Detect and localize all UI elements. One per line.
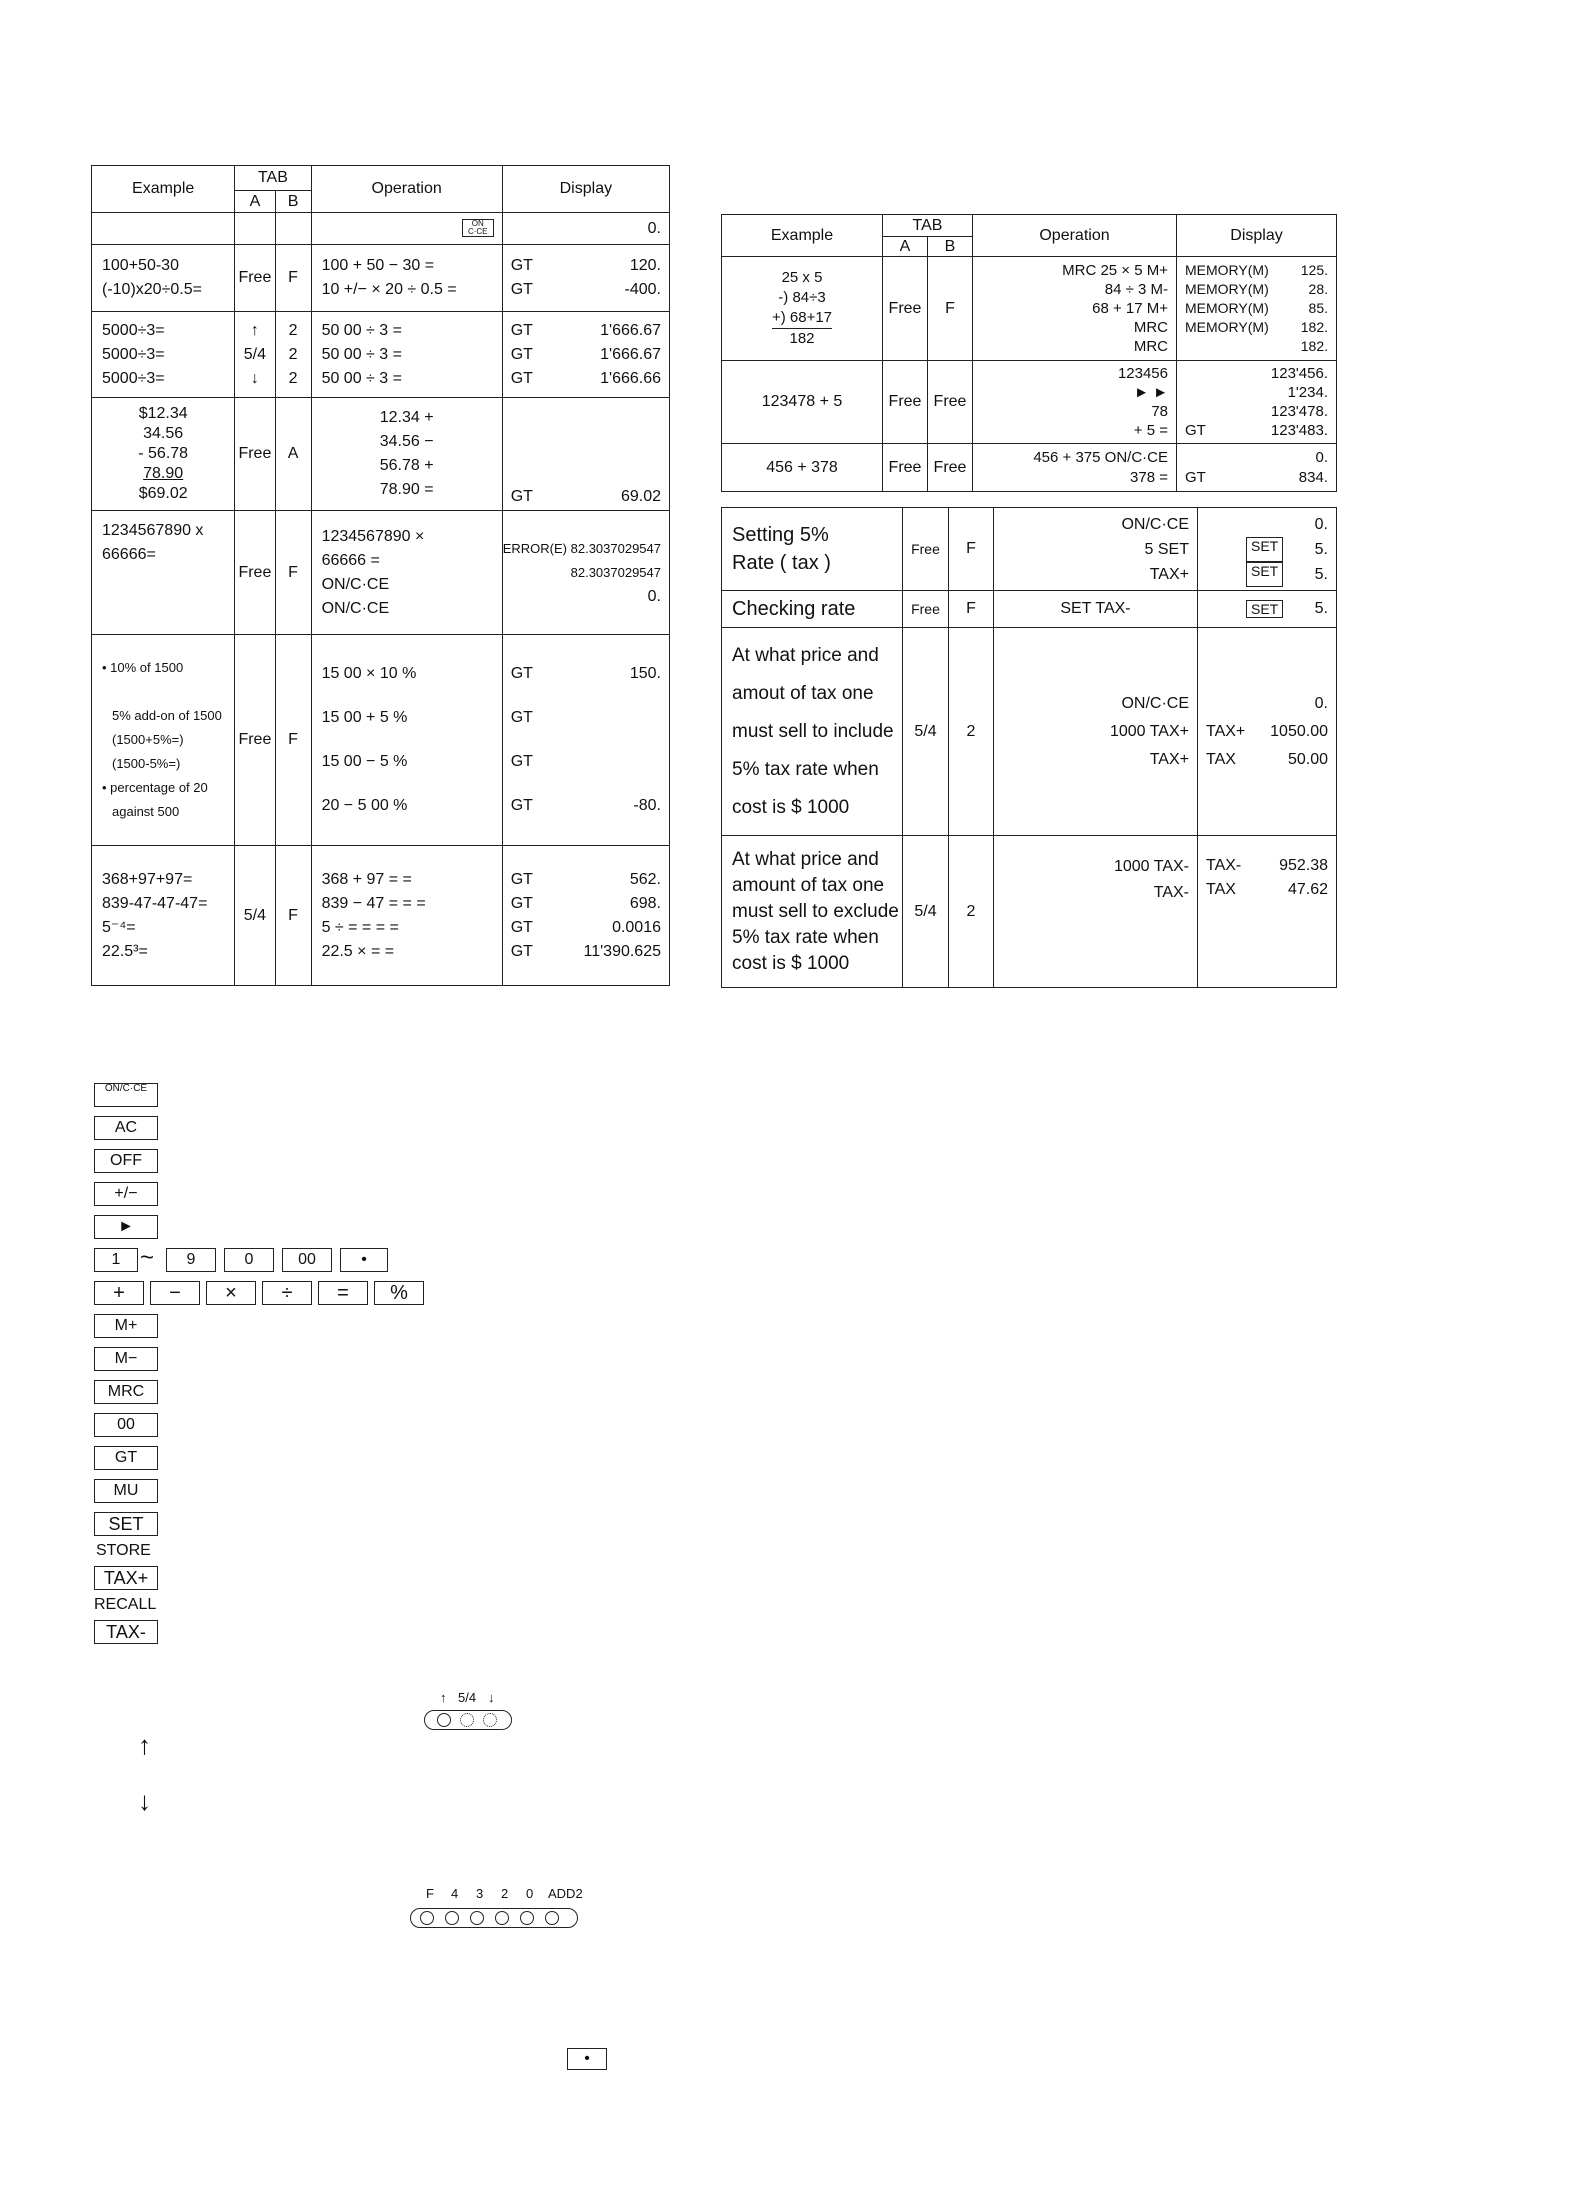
tab-a-cell: Free — [903, 508, 949, 591]
example-cell: At what price and amout of tax one must sell to include 5% tax rate when cost is $ 1000 — [722, 628, 903, 836]
decimal-3-label: 3 — [476, 1886, 484, 1901]
tab-a-cell: Free — [903, 591, 949, 628]
example-cell: 100+50-30 (-10)x20÷0.5= — [92, 245, 235, 312]
example-cell: 5000÷3= 5000÷3= 5000÷3= — [92, 312, 235, 398]
display-cell: ERROR(E) 82.3037029547 82.3037029547 0. — [502, 511, 669, 635]
operation-cell: 456 + 375 ON/C·CE 378 = — [973, 444, 1177, 492]
operation-cell: 1234567890 × 66666 = ON/C·CE ON/C·CE — [311, 511, 502, 635]
round-up-label: ↑ — [440, 1690, 447, 1705]
divide-key[interactable]: ÷ — [262, 1281, 312, 1305]
plus-minus-key[interactable]: +/− — [94, 1182, 158, 1206]
m-plus-key[interactable]: M+ — [94, 1314, 158, 1338]
example-cell: Checking rate — [722, 591, 903, 628]
display-cell: 0. GT 834. — [1177, 444, 1337, 492]
operation-cell: 123456 ► ► 78 + 5 = — [973, 361, 1177, 444]
tab-a-cell: 5/4 — [903, 836, 949, 988]
mrc-key[interactable]: MRC — [94, 1380, 158, 1404]
digit-0-key[interactable]: 0 — [224, 1248, 274, 1272]
display-cell: GT 562. GT 698. GT 0.0016 GT 11'390.625 — [502, 846, 669, 986]
range-tilde: ~ — [140, 1244, 155, 1271]
switch-position-icon — [483, 1713, 497, 1727]
tab-b-cell: F — [275, 846, 311, 986]
display-cell: TAX- 952.38 TAX 47.62 — [1198, 836, 1337, 988]
decimal-0-label: 0 — [526, 1886, 534, 1901]
round-down-arrow-icon: ↓ — [138, 1786, 151, 1816]
switch-position-icon — [520, 1911, 534, 1925]
tab-b-cell: Free — [928, 444, 973, 492]
digit-9-key[interactable]: 9 — [166, 1248, 216, 1272]
operation-cell: MRC 25 × 5 M+ 84 ÷ 3 M- 68 + 17 M+ MRC MRC — [973, 257, 1177, 361]
equals-key[interactable]: = — [318, 1281, 368, 1305]
tab-b-cell: F — [949, 508, 994, 591]
tax-table — [721, 507, 1337, 988]
decimal-2-label: 2 — [501, 1886, 509, 1901]
tax-plus-key[interactable]: TAX+ — [94, 1566, 158, 1590]
display-cell: 123'456. 1'234. 123'478. GT 123'483. — [1177, 361, 1337, 444]
header-example: Example — [92, 166, 235, 213]
header-tab-a: A — [235, 191, 275, 213]
double-zero-key[interactable]: 00 — [282, 1248, 332, 1272]
tab-a-cell: Free — [883, 361, 928, 444]
decimal-f-label: F — [426, 1886, 434, 1901]
round-5-4-label: 5/4 — [458, 1690, 477, 1705]
switch-position-icon — [460, 1713, 474, 1727]
plus-key[interactable]: + — [94, 1281, 144, 1305]
digit-1-key[interactable]: 1 — [94, 1248, 138, 1272]
decimal-add2-label: ADD2 — [548, 1886, 583, 1901]
set-key[interactable]: SET — [94, 1512, 158, 1536]
operation-cell: 50 00 ÷ 3 = 50 00 ÷ 3 = 50 00 ÷ 3 = — [311, 312, 502, 398]
percent-key[interactable]: % — [374, 1281, 424, 1305]
gt-key[interactable]: GT — [94, 1446, 158, 1470]
operation-cell: ON/C·CE 5 SET TAX+ — [994, 508, 1198, 591]
tab-a-cell: Free — [883, 257, 928, 361]
header-tab-b: B — [928, 237, 973, 257]
tab-a-cell: 5/4 — [235, 846, 275, 986]
on-key[interactable]: ON/C·CE — [94, 1083, 158, 1107]
example-cell: 25 x 5 -) 84÷3 +) 68+17 182 — [722, 257, 883, 361]
example-cell: Setting 5% Rate ( tax ) — [722, 508, 903, 591]
example-cell: 1234567890 x 66666= — [92, 511, 235, 635]
example-table-right — [721, 214, 1337, 492]
double-zero-key-legend[interactable]: 00 — [94, 1413, 158, 1437]
tab-b-cell: F — [949, 591, 994, 628]
tab-a-cell: 5/4 — [903, 628, 949, 836]
on-key-icon: ON C·CE — [462, 219, 494, 237]
multiply-key[interactable]: × — [206, 1281, 256, 1305]
tab-b-cell: Free — [928, 361, 973, 444]
decimal-4-label: 4 — [451, 1886, 459, 1901]
header-tab: TAB — [235, 166, 311, 191]
display-cell: GT 1'666.67 GT 1'666.67 GT 1'666.66 — [502, 312, 669, 398]
header-tab-b: B — [275, 191, 311, 213]
tax-minus-key[interactable]: TAX- — [94, 1620, 158, 1644]
switch-position-icon — [545, 1911, 559, 1925]
tab-b-cell: F — [275, 635, 311, 846]
switch-position-icon — [495, 1911, 509, 1925]
switch-position-icon — [420, 1911, 434, 1925]
shift-key[interactable]: ► — [94, 1215, 158, 1239]
display-cell: GT 150. GT GT GT -80. — [502, 635, 669, 846]
store-label: STORE — [96, 1542, 151, 1559]
operation-cell: 368 + 97 = = 839 − 47 = = = 5 ÷ = = = = 22.5 × = = — [311, 846, 502, 986]
mu-key[interactable]: MU — [94, 1479, 158, 1503]
header-tab-a: A — [883, 237, 928, 257]
example-cell: 368+97+97= 839-47-47-47= 5⁻⁴= 22.5³= — [92, 846, 235, 986]
header-display: Display — [502, 166, 669, 213]
tab-b-cell: 2 — [949, 836, 994, 988]
display-cell: GT 120. GT -400. — [502, 245, 669, 312]
off-key[interactable]: OFF — [94, 1149, 158, 1173]
m-minus-key[interactable]: M− — [94, 1347, 158, 1371]
header-operation: Operation — [973, 215, 1177, 257]
switch-position-icon — [470, 1911, 484, 1925]
ac-key[interactable]: AC — [94, 1116, 158, 1140]
round-down-label: ↓ — [488, 1690, 495, 1705]
switch-position-icon — [445, 1911, 459, 1925]
example-cell: At what price and amount of tax one must sell to exclude 5% tax rate when cost is $ 1000 — [722, 836, 903, 988]
display-cell: GT 69.02 — [502, 398, 669, 511]
init-display: 0. — [502, 213, 669, 245]
tab-a-cell: ↑ 5/4 ↓ — [235, 312, 275, 398]
init-operation — [311, 213, 502, 245]
round-up-arrow-icon: ↑ — [138, 1730, 151, 1760]
tab-b-cell: A — [275, 398, 311, 511]
recall-label: RECALL — [94, 1596, 157, 1613]
example-cell: • 10% of 1500 5% add-on of 1500 (1500+5%=) (1500-5%=) • percentage of 20 against 500 — [92, 635, 235, 846]
operation-cell: SET TAX- — [994, 591, 1198, 628]
tab-b-cell: F — [275, 511, 311, 635]
header-tab: TAB — [883, 215, 973, 237]
tab-b-cell: 2 — [949, 628, 994, 836]
decimal-key[interactable]: • — [340, 1248, 388, 1272]
header-display: Display — [1177, 215, 1337, 257]
example-cell: 456 + 378 — [722, 444, 883, 492]
operation-cell: 15 00 × 10 % 15 00 + 5 % 15 00 − 5 % 20 − 5 00 % — [311, 635, 502, 846]
minus-key[interactable]: − — [150, 1281, 200, 1305]
switch-position-icon — [437, 1713, 451, 1727]
tab-a-cell: Free — [235, 245, 275, 312]
header-example: Example — [722, 215, 883, 257]
example-table-left — [91, 165, 670, 986]
example-cell: $12.34 34.56 - 56.78 78.90 $69.02 — [92, 398, 235, 511]
display-cell: SET 5. — [1198, 591, 1337, 628]
tab-b-cell: F — [928, 257, 973, 361]
operation-cell: ON/C·CE 1000 TAX+ TAX+ — [994, 628, 1198, 836]
decimal-point-key[interactable]: • — [567, 2048, 607, 2070]
tab-b-cell: F — [275, 245, 311, 312]
display-cell: MEMORY(M) 125. MEMORY(M) 28. MEMORY(M) 85. MEMORY(M) 182. 182. — [1177, 257, 1337, 361]
operation-cell: 1000 TAX- TAX- — [994, 836, 1198, 988]
display-cell: 0. SET 5. SET 5. — [1198, 508, 1337, 591]
example-cell: 123478 + 5 — [722, 361, 883, 444]
tab-b-cell: 2 2 2 — [275, 312, 311, 398]
tab-a-cell: Free — [235, 635, 275, 846]
tab-a-cell: Free — [235, 398, 275, 511]
display-cell: 0. TAX+ 1050.00 TAX 50.00 — [1198, 628, 1337, 836]
tab-a-cell: Free — [235, 511, 275, 635]
operation-cell: 12.34 + 34.56 − 56.78 + 78.90 = — [311, 398, 502, 511]
operation-cell: 100 + 50 − 30 = 10 +/− × 20 ÷ 0.5 = — [311, 245, 502, 312]
tab-a-cell: Free — [883, 444, 928, 492]
header-operation: Operation — [311, 166, 502, 213]
